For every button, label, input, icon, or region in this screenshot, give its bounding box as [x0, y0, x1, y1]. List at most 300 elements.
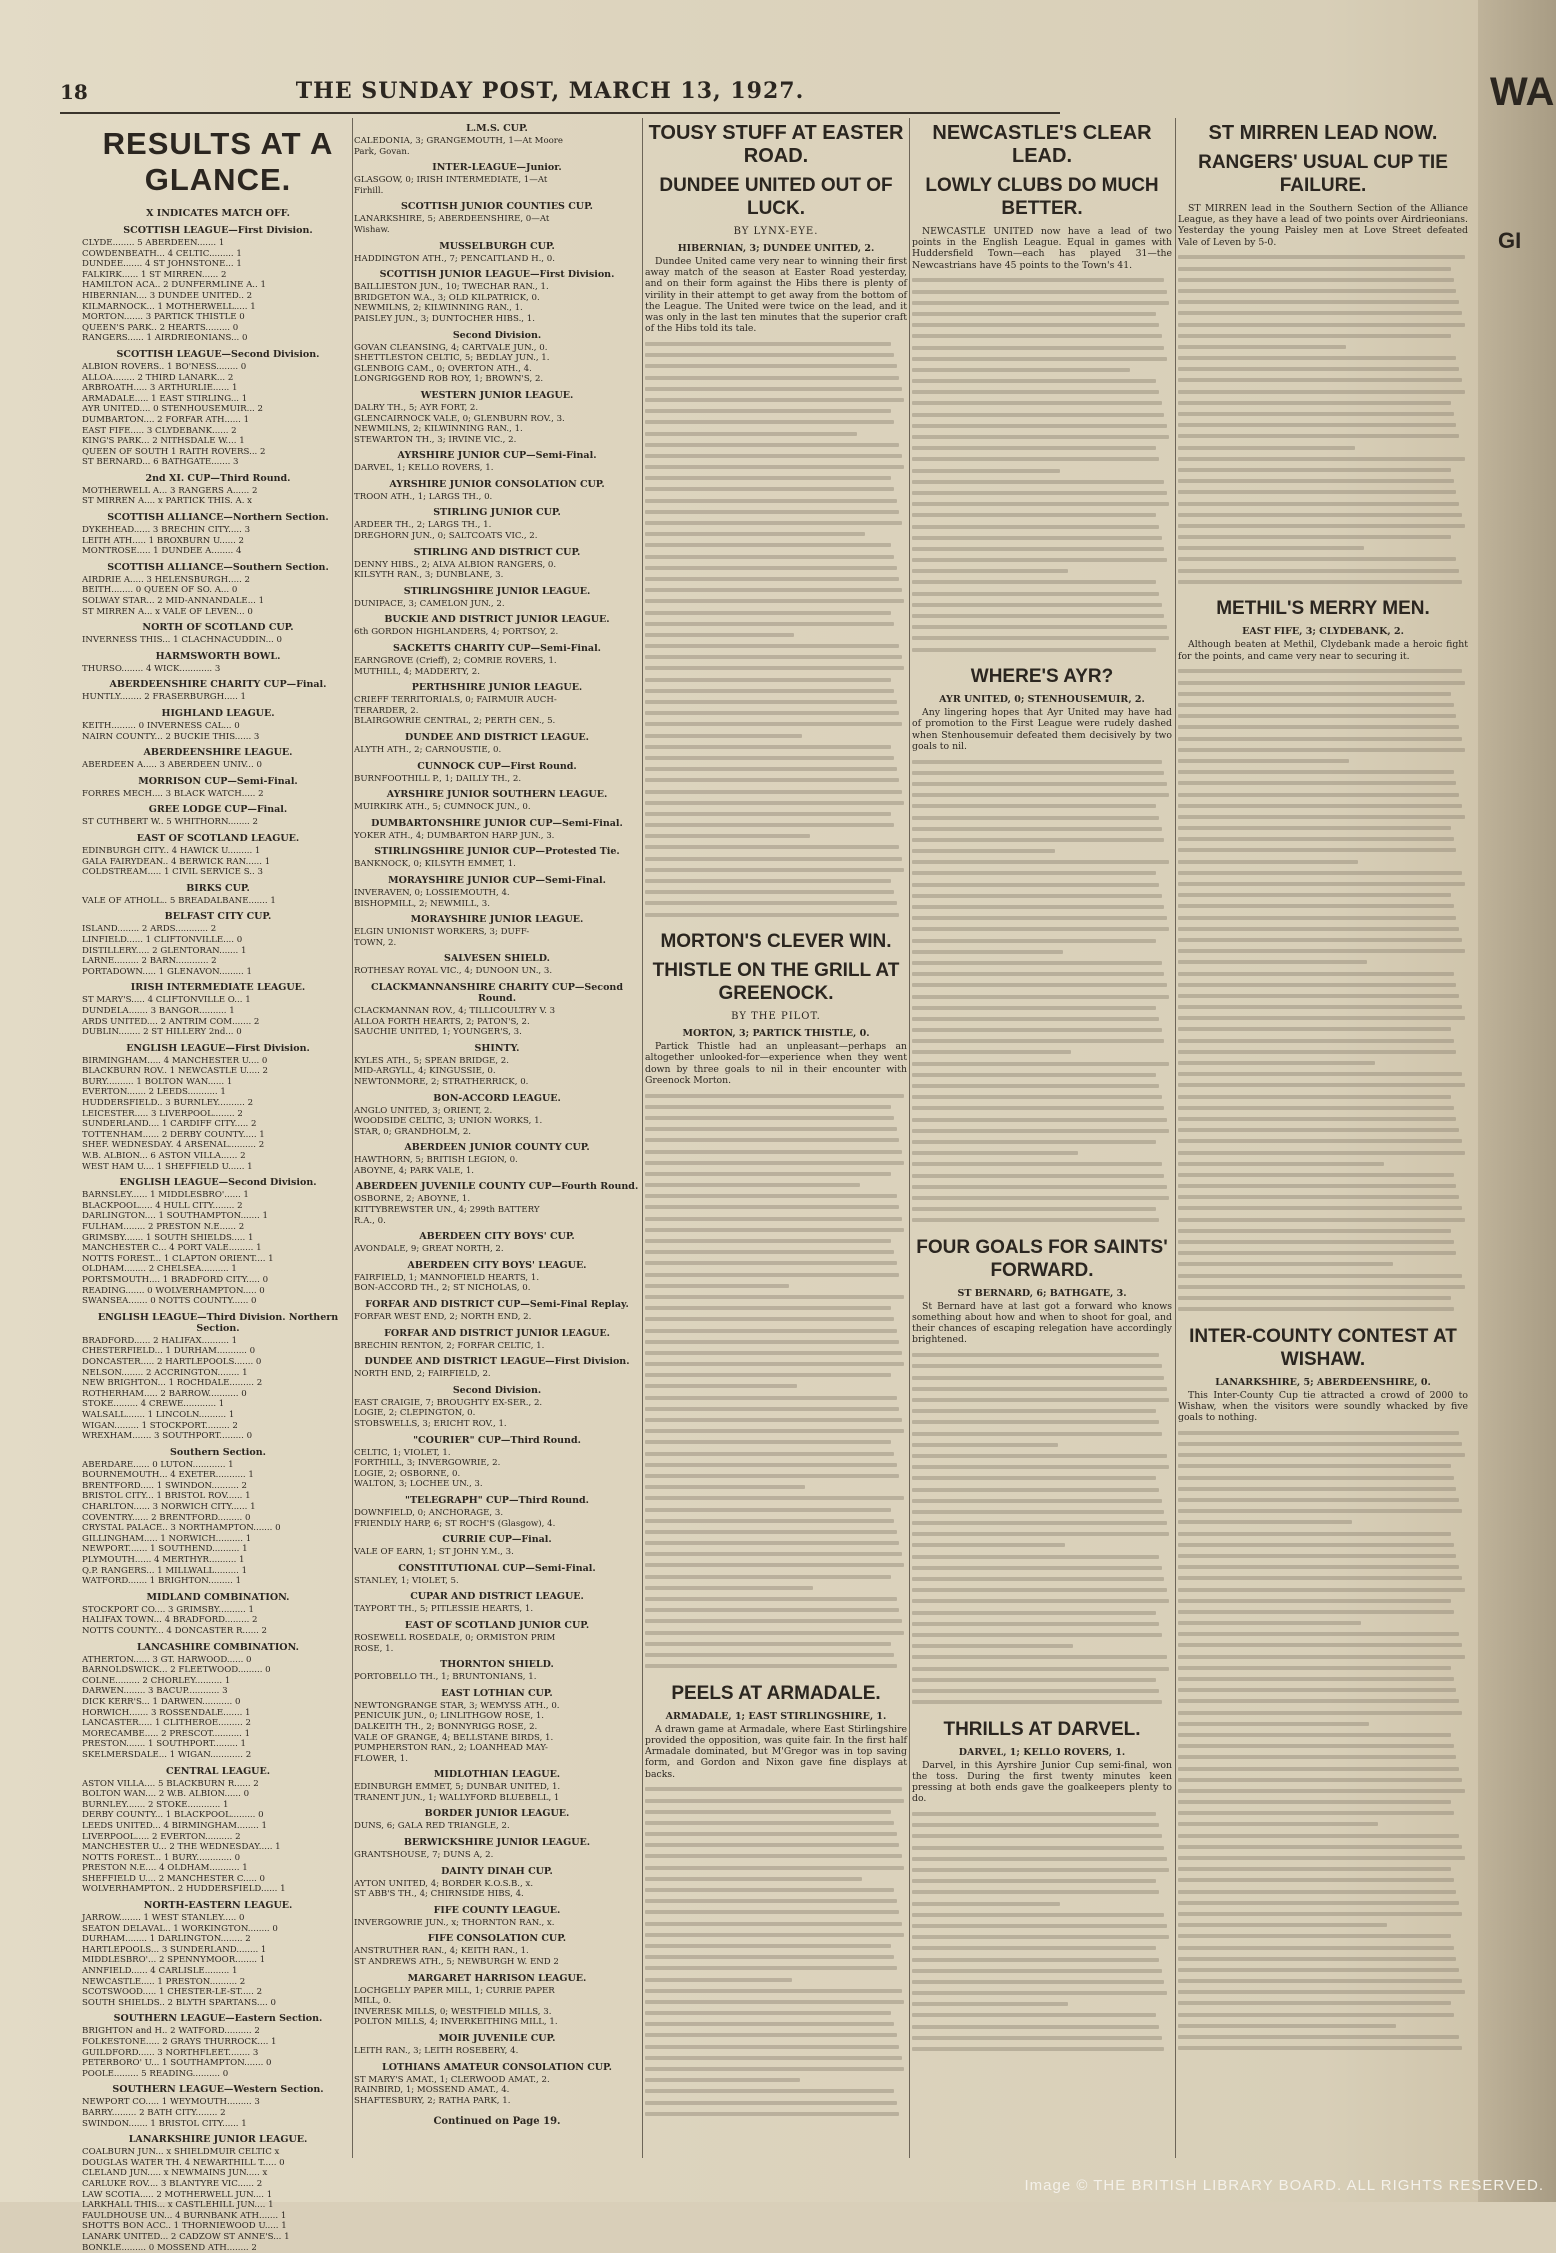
- headline-newcastle: NEWCASTLE'S CLEAR LEAD.: [912, 122, 1172, 168]
- text-line: [645, 1840, 907, 1851]
- column-divider: [1175, 118, 1176, 2158]
- text-line: [1178, 1080, 1468, 1091]
- text-line: [912, 1920, 1172, 1931]
- result-row: LARNE......... 2 BARN............ 2: [82, 956, 354, 967]
- text-line: [912, 1092, 1172, 1103]
- league-section-title: MIDLOTHIAN LEAGUE.: [354, 1769, 640, 1780]
- text-line: [1178, 1562, 1468, 1573]
- text-line: [1178, 386, 1468, 397]
- result-row: ABOYNE, 4; PARK VALE, 1.: [354, 1166, 640, 1177]
- text-line: [912, 286, 1172, 297]
- result-row: CHARLTON...... 3 NORWICH CITY...... 1: [82, 1502, 354, 1513]
- score-ayr: AYR UNITED, 0; STENHOUSEMUIR, 2.: [912, 694, 1172, 705]
- result-row: QUEEN OF SOUTH 1 RAITH ROVERS... 2: [82, 447, 354, 458]
- result-row: CRYSTAL PALACE.. 3 NORTHAMPTON....... 0: [82, 1523, 354, 1534]
- text-line: [1178, 1057, 1468, 1068]
- text-line: [645, 1560, 907, 1571]
- score-st-bernard: ST BERNARD, 6; BATHGATE, 3.: [912, 1288, 1172, 1299]
- text-line: [645, 1806, 907, 1817]
- subhead-thistle-grill: THISTLE ON THE GRILL AT GREENOCK.: [645, 959, 907, 1005]
- result-row: FALKIRK...... 1 ST MIRREN...... 2: [82, 270, 354, 281]
- league-section-title: CUNNOCK CUP—First Round.: [354, 761, 640, 772]
- league-section-title: EAST LOTHIAN CUP.: [354, 1688, 640, 1699]
- result-row: STOBSWELLS, 3; ERICHT ROV., 1.: [354, 1419, 640, 1430]
- league-section-title: EAST OF SCOTLAND JUNIOR CUP.: [354, 1620, 640, 1631]
- text-line: [645, 752, 907, 763]
- league-section-title: NORTH-EASTERN LEAGUE.: [82, 1900, 354, 1911]
- result-row: LEITH RAN., 3; LEITH ROSEBERY, 4.: [354, 2046, 640, 2057]
- result-row: DARWEN........ 3 BACUP............ 3: [82, 1686, 354, 1697]
- result-row: CLELAND JUN..... x NEWMAINS JUN..... x: [82, 2168, 354, 2179]
- text-line: [645, 1795, 907, 1806]
- text-line: [1178, 1685, 1468, 1696]
- text-line: [1178, 2020, 1468, 2031]
- headline-four-goals: FOUR GOALS FOR SAINTS' FORWARD.: [912, 1236, 1172, 1282]
- result-row: PENICUIK JUN., 0; LINLITHGOW ROSE, 1.: [354, 1711, 640, 1722]
- text-line: [645, 1963, 907, 1974]
- text-line: [1178, 1875, 1468, 1886]
- result-row: NEW BRIGHTON... 1 ROCHDALE......... 2: [82, 1378, 354, 1389]
- text-line: [645, 1336, 907, 1347]
- text-line: [912, 946, 1172, 957]
- text-line: [1178, 1192, 1468, 1203]
- result-row: KEITH......... 0 INVERNESS CAL... 0: [82, 721, 354, 732]
- result-row: BOLTON WAN.... 2 W.B. ALBION...... 0: [82, 1789, 354, 1800]
- copyright-credit: Image © THE BRITISH LIBRARY BOARD. ALL RIGHTS RESERVED.: [1024, 2177, 1544, 2194]
- text-line: [1178, 923, 1468, 934]
- text-line: [1178, 968, 1468, 979]
- result-row: VALE OF ATHOLL.. 5 BREADALBANE....... 1: [82, 896, 354, 907]
- text-line: [912, 1663, 1172, 1674]
- text-line: [1178, 1785, 1468, 1796]
- result-row: BURNFOOTHILL P., 1; DAILLY TH., 2.: [354, 774, 640, 785]
- column-divider: [909, 118, 910, 2158]
- text-line: [1178, 1539, 1468, 1550]
- result-row: WATFORD....... 1 BRIGHTON......... 1: [82, 1576, 354, 1587]
- text-line: [1178, 1931, 1468, 1942]
- text-line: [645, 819, 907, 830]
- text-line: [645, 2052, 907, 2063]
- text-line: [1178, 1125, 1468, 1136]
- text-line: [912, 566, 1172, 577]
- text-line: [1178, 1180, 1468, 1191]
- result-row: ST MARY'S..... 4 CLIFTONVILLE O... 1: [82, 995, 354, 1006]
- text-line: [645, 685, 907, 696]
- text-line: [912, 1988, 1172, 1999]
- text-line: [1178, 2009, 1468, 2020]
- text-line: [1178, 1046, 1468, 1057]
- headline-mortons-win: MORTON'S CLEVER WIN.: [645, 930, 907, 953]
- text-line: [912, 890, 1172, 901]
- text-line: [645, 439, 907, 450]
- result-row: SOLWAY STAR... 2 MID-ANNANDALE... 1: [82, 596, 354, 607]
- text-line: [912, 1036, 1172, 1047]
- result-row: NAIRN COUNTY... 2 BUCKIE THIS...... 3: [82, 732, 354, 743]
- text-line: [1178, 1752, 1468, 1763]
- league-section-title: Southern Section.: [82, 1447, 354, 1458]
- league-section-title: SHINTY.: [354, 1043, 640, 1054]
- result-row: NOTTS COUNTY... 4 DONCASTER R...... 2: [82, 1626, 354, 1637]
- text-line: [645, 1851, 907, 1862]
- body-text-block: [1178, 1427, 1468, 2054]
- result-row: NELSON........ 2 ACCRINGTON........ 1: [82, 1368, 354, 1379]
- result-row: MID-ARGYLL, 4; KINGUSSIE, 0.: [354, 1066, 640, 1077]
- page-number: 18: [60, 80, 88, 104]
- headline-easter-road: TOUSY STUFF AT EASTER ROAD.: [645, 122, 907, 168]
- text-line: [1178, 330, 1468, 341]
- text-line: [645, 1157, 907, 1168]
- result-row: SEATON DELAVAL.. 1 WORKINGTON........ 0: [82, 1924, 354, 1935]
- text-line: [645, 1515, 907, 1526]
- text-line: [912, 1685, 1172, 1696]
- text-line: [912, 476, 1172, 487]
- result-row: SOUTH SHIELDS.. 2 BLYTH SPARTANS.... 0: [82, 1998, 354, 2009]
- text-line: [1178, 666, 1468, 677]
- text-line: [1178, 1035, 1468, 1046]
- league-section-title: CENTRAL LEAGUE.: [82, 1766, 354, 1777]
- text-line: [912, 1629, 1172, 1640]
- text-line: [1178, 1483, 1468, 1494]
- result-row: GLENCAIRNOCK VALE, 0; GLENBURN ROV., 3.: [354, 414, 640, 425]
- result-row: PRESTON N.E.... 4 OLDHAM........... 1: [82, 1863, 354, 1874]
- result-row: W.B. ALBION... 6 ASTON VILLA...... 2: [82, 1151, 354, 1162]
- result-row: HALIFAX TOWN... 4 BRADFORD......... 2: [82, 1615, 354, 1626]
- text-line: [912, 1551, 1172, 1562]
- result-row: FAULDHOUSE UN... 4 BURNBANK ATH....... 1: [82, 2211, 354, 2222]
- result-row: Firhill.: [354, 186, 640, 197]
- body-text-block: [1178, 252, 1468, 588]
- league-section-title: INTER-LEAGUE—Junior.: [354, 162, 640, 173]
- text-line: [912, 2010, 1172, 2021]
- result-row: NEWTONGRANGE STAR, 3; WEMYSS ATH., 0.: [354, 1701, 640, 1712]
- text-line: [645, 1482, 907, 1493]
- text-line: [1178, 1024, 1468, 1035]
- text-line: [645, 1101, 907, 1112]
- result-row: TOWN, 2.: [354, 938, 640, 949]
- result-row: DARVEL, 1; KELLO ROVERS, 1.: [354, 463, 640, 474]
- league-section-title: SCOTTISH JUNIOR COUNTIES CUP.: [354, 201, 640, 212]
- result-row: DUBLIN........ 2 ST HILLERY 2nd... 0: [82, 1027, 354, 1038]
- text-line: [912, 1909, 1172, 1920]
- text-line: [912, 1887, 1172, 1898]
- result-row: DYKEHEAD...... 3 BRECHIN CITY..... 3: [82, 525, 354, 536]
- text-line: [912, 342, 1172, 353]
- result-row: BARNOLDSWICK... 2 FLEETWOOD......... 0: [82, 1665, 354, 1676]
- result-row: AIRDRIE A..... 3 HELENSBURGH..... 2: [82, 575, 354, 586]
- text-line: [1178, 1673, 1468, 1684]
- text-line: [645, 1146, 907, 1157]
- article-text: A drawn game at Armadale, where East Stirlingshire provided the opposition, was quite fair. In the first half Armadale dominated, but M'Gregor was in top saving form, and Gordon and Nixon gave fine displays at backs.: [645, 1724, 907, 1780]
- result-row: SHETTLESTON CELTIC, 5; BEDLAY JUN., 1.: [354, 353, 640, 364]
- result-row: PUMPHERSTON RAN., 2; LOANHEAD MAY-: [354, 1743, 640, 1754]
- text-line: [1178, 1819, 1468, 1830]
- results-sections-2: [354, 123, 640, 2106]
- result-row: GALA FAIRYDEAN.. 4 BERWICK RAN...... 1: [82, 857, 354, 868]
- result-row: TERARDER, 2.: [354, 706, 640, 717]
- text-line: [645, 1940, 907, 1951]
- text-line: [1178, 532, 1468, 543]
- text-line: [1178, 1707, 1468, 1718]
- text-line: [912, 868, 1172, 879]
- text-line: [645, 417, 907, 428]
- league-section-title: NORTH OF SCOTLAND CUP.: [82, 622, 354, 633]
- result-row: CLACKMANNAN ROV., 4; TILLICOULTRY V. 3: [354, 1006, 640, 1017]
- result-row: TAYPORT TH., 5; PITLESSIE HEARTS, 1.: [354, 1604, 640, 1615]
- text-line: [912, 1618, 1172, 1629]
- result-row: NEWTONMORE, 2; STRATHERRICK, 0.: [354, 1077, 640, 1088]
- result-row: LAW SCOTIA..... 2 MOTHERWELL JUN.... 1: [82, 2190, 354, 2201]
- text-line: [912, 1585, 1172, 1596]
- result-row: WALTON, 3; LOCHEE UN., 3.: [354, 1479, 640, 1490]
- text-line: [912, 980, 1172, 991]
- text-line: [645, 1213, 907, 1224]
- league-section-title: 2nd XI. CUP—Third Round.: [82, 473, 354, 484]
- result-row: FORRES MECH.... 3 BLACK WATCH..... 2: [82, 789, 354, 800]
- text-line: [1178, 1595, 1468, 1606]
- text-line: [645, 652, 907, 663]
- text-line: [645, 808, 907, 819]
- text-line: [1178, 912, 1468, 923]
- article-text: St Bernard have at last got a forward who knows something about how and when to shoot for goal, and their chances of escaping relegation have accordingly brightened.: [912, 1301, 1172, 1346]
- league-section-title: CURRIE CUP—Final.: [354, 1534, 640, 1545]
- result-row: FAIRFIELD, 1; MANNOFIELD HEARTS, 1.: [354, 1273, 640, 1284]
- league-section-title: FIFE CONSOLATION CUP.: [354, 1933, 640, 1944]
- score-lanarkshire: LANARKSHIRE, 5; ABERDEENSHIRE, 0.: [1178, 1377, 1468, 1388]
- text-line: [645, 1829, 907, 1840]
- league-section-title: SOUTHERN LEAGUE—Western Section.: [82, 2084, 354, 2095]
- text-line: [1178, 878, 1468, 889]
- result-row: EAST FIFE..... 3 CLYDEBANK...... 2: [82, 426, 354, 437]
- result-row: CALEDONIA, 3; GRANGEMOUTH, 1—At Moore: [354, 136, 640, 147]
- result-row: DONCASTER..... 2 HARTLEPOOLS....... 0: [82, 1357, 354, 1368]
- text-line: [645, 2041, 907, 2052]
- text-line: [912, 1406, 1172, 1417]
- result-row: BRIDGETON W.A., 3; OLD KILPATRICK, 0.: [354, 293, 640, 304]
- result-row: YOKER ATH., 4; DUMBARTON HARP JUN., 3.: [354, 831, 640, 842]
- result-row: LANARK UNITED... 2 CADZOW ST ANNE'S... 1: [82, 2232, 354, 2243]
- league-section-title: "COURIER" CUP—Third Round.: [354, 1435, 640, 1446]
- text-line: [912, 1428, 1172, 1439]
- league-section-title: LANARKSHIRE JUNIOR LEAGUE.: [82, 2134, 354, 2145]
- result-row: PORTSMOUTH.... 1 BRADFORD CITY..... 0: [82, 1275, 354, 1286]
- result-row: INVERNESS THIS... 1 CLACHNACUDDIN... 0: [82, 635, 354, 646]
- text-line: [912, 1125, 1172, 1136]
- subhead-lowly-clubs: LOWLY CLUBS DO MUCH BETTER.: [912, 174, 1172, 220]
- text-line: [912, 1013, 1172, 1024]
- league-section-title: IRISH INTERMEDIATE LEAGUE.: [82, 982, 354, 993]
- result-row: LANCASTER..... 1 CLITHEROE......... 2: [82, 1718, 354, 1729]
- result-row: ALYTH ATH., 2; CARNOUSTIE, 0.: [354, 745, 640, 756]
- text-line: [1178, 755, 1468, 766]
- text-line: [912, 1540, 1172, 1551]
- masthead: [60, 78, 1060, 114]
- text-line: [912, 1069, 1172, 1080]
- text-line: [912, 1529, 1172, 1540]
- text-line: [912, 857, 1172, 868]
- text-line: [912, 633, 1172, 644]
- text-line: [645, 1661, 907, 1672]
- article-column-st-mirren: [1178, 118, 1468, 2158]
- text-line: [912, 1383, 1172, 1394]
- result-row: DUNDEE....... 4 ST JOHNSTONE... 1: [82, 259, 354, 270]
- text-line: [1178, 1852, 1468, 1863]
- result-row: ARBROATH..... 3 ARTHURLIE...... 1: [82, 383, 354, 394]
- result-row: LOGIE, 2; CLEPINGTON, 0.: [354, 1408, 640, 1419]
- result-row: GUILDFORD...... 3 NORTHFLEET........ 3: [82, 2048, 354, 2059]
- text-line: [912, 2032, 1172, 2043]
- text-line: [645, 2108, 907, 2119]
- result-row: WALSALL....... 1 LINCOLN.......... 1: [82, 1410, 354, 1421]
- result-row: PORTOBELLO TH., 1; BRUNTONIANS, 1.: [354, 1672, 640, 1683]
- league-section-title: FORFAR AND DISTRICT JUNIOR LEAGUE.: [354, 1328, 640, 1339]
- result-row: BANKNOCK, 0; KILSYTH EMMET, 1.: [354, 859, 640, 870]
- text-line: [912, 1159, 1172, 1170]
- text-line: [1178, 1236, 1468, 1247]
- continued-note: Continued on Page 19.: [354, 2116, 640, 2127]
- result-row: SCOTSWOOD..... 1 CHESTER-LE-ST..... 2: [82, 1987, 354, 1998]
- result-row: BIRMINGHAM..... 4 MANCHESTER U.... 0: [82, 1056, 354, 1067]
- text-line: [912, 487, 1172, 498]
- text-line: [912, 1148, 1172, 1159]
- text-line: [912, 1820, 1172, 1831]
- result-row: LEICESTER..... 3 LIVERPOOL........ 2: [82, 1109, 354, 1120]
- text-line: [912, 353, 1172, 364]
- text-line: [912, 555, 1172, 566]
- text-line: [1178, 1203, 1468, 1214]
- text-line: [912, 1697, 1172, 1708]
- text-line: [1178, 711, 1468, 722]
- text-line: [645, 1493, 907, 1504]
- result-row: ROSEWELL ROSEDALE, 0; ORMISTON PRIM: [354, 1633, 640, 1644]
- result-row: HUDDERSFIELD.. 3 BURNLEY.......... 2: [82, 1098, 354, 1109]
- text-line: [645, 629, 907, 640]
- league-section-title: CUPAR AND DISTRICT LEAGUE.: [354, 1591, 640, 1602]
- text-line: [1178, 1528, 1468, 1539]
- text-line: [1178, 901, 1468, 912]
- result-row: READING....... 0 WOLVERHAMPTON..... 0: [82, 1286, 354, 1297]
- text-line: [912, 1439, 1172, 1450]
- text-line: [645, 853, 907, 864]
- text-line: [1178, 1953, 1468, 1964]
- text-line: [645, 741, 907, 752]
- text-line: [1178, 1450, 1468, 1461]
- result-row: LANARKSHIRE, 5; ABERDEENSHIRE, 0—At: [354, 214, 640, 225]
- text-line: [912, 588, 1172, 599]
- text-line: [912, 1462, 1172, 1473]
- text-line: [1178, 1506, 1468, 1517]
- text-line: [645, 1952, 907, 1963]
- text-line: [1178, 1942, 1468, 1953]
- article-text: Darvel, in this Ayrshire Junior Cup semi-final, won the toss. During the first twenty minutes keen pressing at both ends gave the goalkeepers plenty to do.: [912, 1760, 1172, 1805]
- league-section-title: STIRLINGSHIRE JUNIOR LEAGUE.: [354, 586, 640, 597]
- result-row: STAR, 0; GRANDHOLM, 2.: [354, 1127, 640, 1138]
- text-line: [1178, 420, 1468, 431]
- text-line: [645, 338, 907, 349]
- result-row: MILL, 0.: [354, 1996, 640, 2007]
- text-line: [912, 577, 1172, 588]
- result-row: MUTHILL, 4; MADDERTY, 2.: [354, 667, 640, 678]
- result-row: MIDDLESBRO'... 2 SPENNYMOOR........ 1: [82, 1955, 354, 1966]
- result-row: KITTYBREWSTER UN., 4; 299th BATTERY: [354, 1205, 640, 1216]
- result-row: BARRY......... 2 BATH CITY........ 2: [82, 2108, 354, 2119]
- text-line: [912, 1350, 1172, 1361]
- result-row: R.A., 0.: [354, 1216, 640, 1227]
- result-row: BRENTFORD..... 1 SWINDON.......... 2: [82, 1481, 354, 1492]
- article-text: Although beaten at Methil, Clydebank made a heroic fight for the points, and came very near to securing it.: [1178, 639, 1468, 661]
- body-text-block: [912, 1809, 1172, 2055]
- league-section-title: BUCKIE AND DISTRICT JUNIOR LEAGUE.: [354, 614, 640, 625]
- text-line: [912, 1876, 1172, 1887]
- headline-st-mirren: ST MIRREN LEAD NOW.: [1178, 122, 1468, 145]
- league-section-title: L.M.S. CUP.: [354, 123, 640, 134]
- league-section-title: STIRLING JUNIOR CUP.: [354, 507, 640, 518]
- text-line: [645, 1381, 907, 1392]
- result-row: NEWMILNS, 2; KILWINNING RAN., 1.: [354, 424, 640, 435]
- result-row: ST CUTHBERT W.. 5 WHITHORN........ 2: [82, 817, 354, 828]
- result-row: BURY.......... 1 BOLTON WAN...... 1: [82, 1077, 354, 1088]
- text-line: [645, 663, 907, 674]
- text-line: [912, 1518, 1172, 1529]
- result-row: STOKE......... 4 CREWE............ 1: [82, 1399, 354, 1410]
- text-line: [912, 1025, 1172, 1036]
- text-line: [645, 2075, 907, 2086]
- result-row: ALLOA FORTH HEARTS, 2; PATON'S, 2.: [354, 1017, 640, 1028]
- text-line: [1178, 397, 1468, 408]
- text-line: [645, 2097, 907, 2108]
- text-line: [645, 1784, 907, 1795]
- text-line: [912, 1842, 1172, 1853]
- result-row: 6th GORDON HIGHLANDERS, 4; PORTSOY, 2.: [354, 627, 640, 638]
- text-line: [1178, 565, 1468, 576]
- article-text: ST MIRREN lead in the Southern Section of the Alliance League, as they have a lead of two points over Airdrieonians. Yesterday the young Paisley men at Love Street defeated Vale of Leven by 5-0.: [1178, 203, 1468, 248]
- text-line: [1178, 453, 1468, 464]
- result-row: CHESTERFIELD... 1 DURHAM........... 0: [82, 1346, 354, 1357]
- text-line: [645, 573, 907, 584]
- text-line: [1178, 1976, 1468, 1987]
- result-row: CARLUKE ROV.... 3 BLANTYRE VIC...... 2: [82, 2179, 354, 2190]
- result-row: MONTROSE..... 1 DUNDEE A........ 4: [82, 546, 354, 557]
- text-line: [645, 764, 907, 775]
- league-section-title: ABERDEEN CITY BOYS' CUP.: [354, 1231, 640, 1242]
- text-line: [912, 879, 1172, 890]
- text-line: [1178, 1741, 1468, 1752]
- result-row: COWDENBEATH... 4 CELTIC......... 1: [82, 249, 354, 260]
- text-line: [645, 887, 907, 898]
- text-line: [1178, 1113, 1468, 1124]
- text-line: [645, 1873, 907, 1884]
- subhead-rangers-cup: RANGERS' USUAL CUP TIE FAILURE.: [1178, 151, 1468, 197]
- text-line: [912, 1192, 1172, 1203]
- text-line: [912, 1136, 1172, 1147]
- result-row: RAINBIRD, 1; MOSSEND AMAT., 4.: [354, 2085, 640, 2096]
- result-row: STEWARTON TH., 3; IRVINE VIC., 2.: [354, 435, 640, 446]
- text-line: [1178, 1864, 1468, 1875]
- result-row: ARDEER TH., 2; LARGS TH., 1.: [354, 520, 640, 531]
- text-line: [645, 1224, 907, 1235]
- text-line: [912, 823, 1172, 834]
- text-line: [645, 1135, 907, 1146]
- text-line: [1178, 890, 1468, 901]
- result-row: ABERDEEN A..... 3 ABERDEEN UNIV... 0: [82, 760, 354, 771]
- text-line: [912, 957, 1172, 968]
- body-text-block: [645, 338, 907, 920]
- result-row: WEST HAM U.... 1 SHEFFIELD U...... 1: [82, 1162, 354, 1173]
- result-row: DOWNFIELD, 0; ANCHORAGE, 3.: [354, 1508, 640, 1519]
- text-line: [1178, 1069, 1468, 1080]
- text-line: [912, 1831, 1172, 1842]
- text-line: [1178, 990, 1468, 1001]
- league-section-title: HIGHLAND LEAGUE.: [82, 708, 354, 719]
